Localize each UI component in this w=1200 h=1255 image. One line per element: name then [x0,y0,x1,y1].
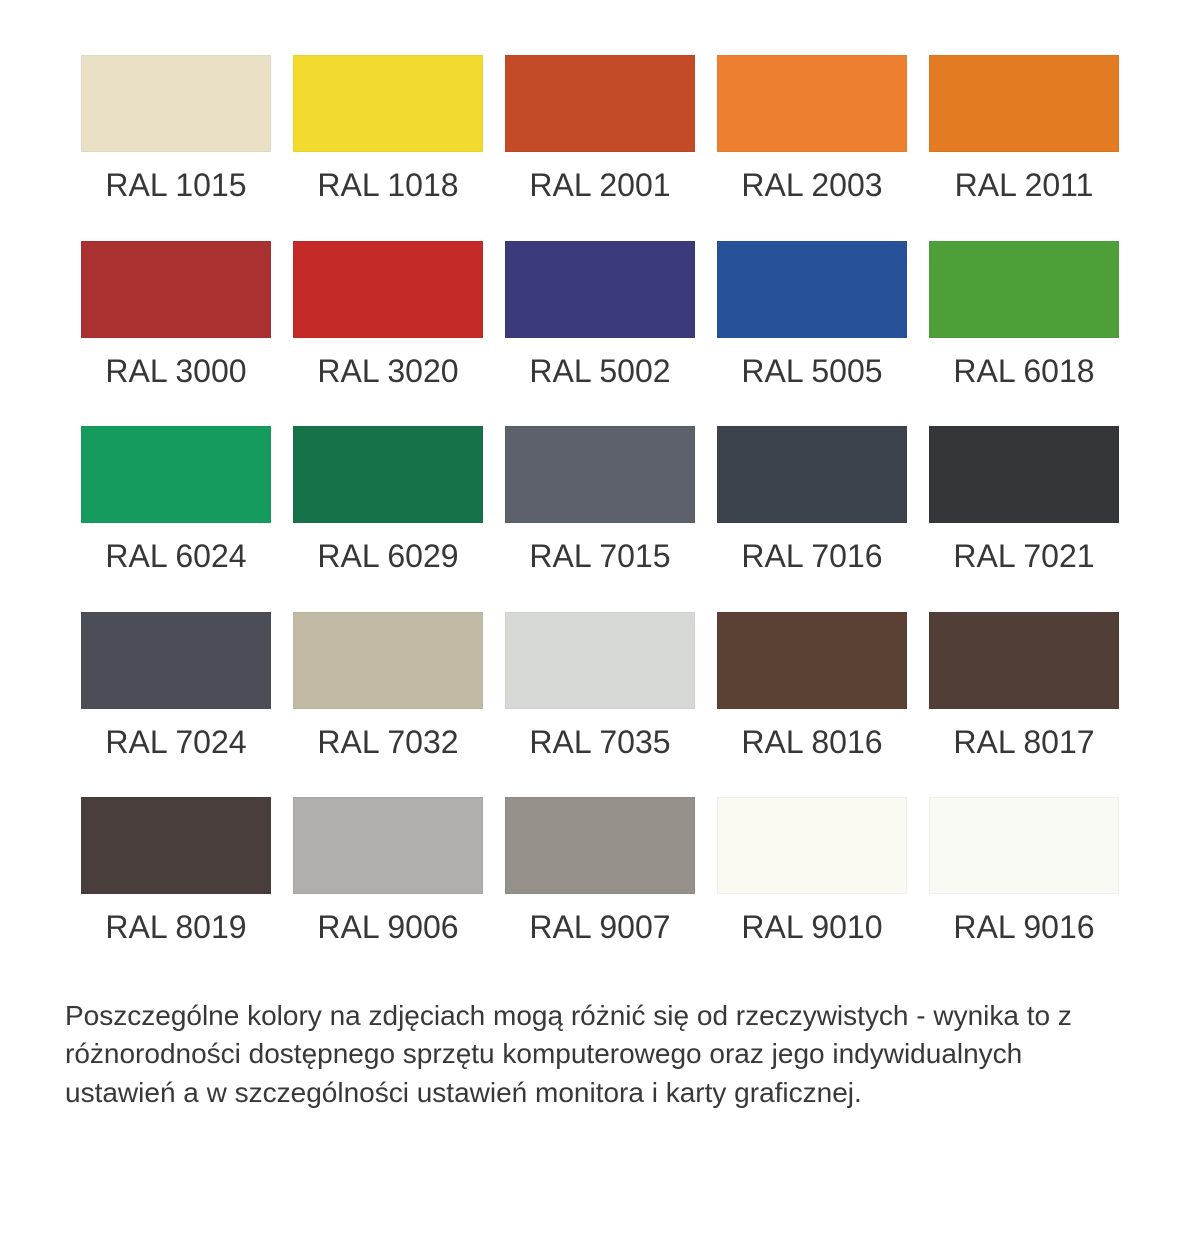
color-swatch [717,55,907,152]
color-code-label: RAL 7024 [105,723,247,760]
color-swatch [929,426,1119,523]
color-swatch-cell [293,55,483,241]
color-swatch [81,426,271,523]
disclaimer-text [65,997,1200,1113]
color-code-label: RAL 3020 [317,352,459,389]
color-swatch-cell [929,426,1119,612]
color-swatch [929,797,1119,894]
color-code-label: RAL 7015 [529,538,671,574]
color-swatch-cell [293,612,483,798]
color-code-label: RAL 9010 [741,909,883,945]
color-swatch-cell [81,797,271,983]
color-code-label: RAL 7032 [317,723,459,760]
color-swatch-cell [81,426,271,612]
color-swatch-cell [717,241,907,427]
color-swatch-cell [81,241,271,427]
color-swatch [293,55,483,152]
color-swatch-cell [505,612,695,798]
color-code-label: RAL 2011 [954,167,1094,203]
color-swatch [929,241,1119,338]
color-swatch [81,55,271,152]
color-swatch [505,55,695,152]
color-swatch-cell [505,797,695,983]
color-swatch-cell [81,612,271,798]
color-palette-grid [81,55,1200,983]
color-code-label: RAL 5005 [741,352,883,389]
color-swatch-cell [929,797,1119,983]
color-swatch-cell [717,797,907,983]
color-code-label: RAL 3000 [105,352,247,389]
ral-color-chart [0,55,1200,1112]
color-code-label: RAL 8019 [105,909,247,945]
color-swatch-cell [505,241,695,427]
color-swatch [505,797,695,894]
color-swatch [81,241,271,338]
color-code-label: RAL 7021 [953,538,1095,574]
color-swatch-cell [717,55,907,241]
color-swatch [293,612,483,709]
color-code-label: RAL 7035 [529,723,671,760]
color-swatch-cell [293,797,483,983]
color-swatch-cell [293,426,483,612]
color-swatch [505,426,695,523]
color-swatch [293,426,483,523]
color-code-label: RAL 8016 [741,723,883,760]
color-code-label: RAL 6018 [953,352,1095,389]
color-swatch [505,612,695,709]
color-code-label: RAL 5002 [529,352,671,389]
color-swatch [81,797,271,894]
color-code-label: RAL 6029 [317,538,459,574]
color-code-label: RAL 7016 [741,538,883,574]
color-swatch [929,612,1119,709]
color-code-label: RAL 1015 [105,167,247,203]
color-swatch-cell [929,612,1119,798]
color-swatch-cell [717,612,907,798]
color-swatch [929,55,1119,152]
disclaimer-line: ustawień a w szczególności ustawień monitora i karty graficznej. [65,1076,862,1108]
color-code-label: RAL 9007 [529,909,671,945]
color-swatch [717,797,907,894]
color-code-label: RAL 2001 [529,167,671,203]
color-swatch [505,241,695,338]
color-swatch [81,612,271,709]
color-code-label: RAL 2003 [741,167,883,203]
color-code-label: RAL 9016 [953,909,1095,945]
color-swatch [717,612,907,709]
color-swatch-cell [929,241,1119,427]
color-code-label: RAL 8017 [953,723,1095,760]
disclaimer-line: różnorodności dostępnego sprzętu komputerowego oraz jego indywidualnych [65,1038,1023,1069]
color-code-label: RAL 6024 [105,538,247,574]
color-swatch-cell [505,55,695,241]
color-swatch [717,241,907,338]
color-swatch-cell [505,426,695,612]
color-swatch [717,426,907,523]
color-swatch [293,241,483,338]
color-swatch-cell [929,55,1119,241]
color-swatch [293,797,483,894]
color-code-label: RAL 1018 [317,167,459,203]
color-swatch-cell [717,426,907,612]
disclaimer-line: Poszczególne kolory na zdjęciach mogą różnić się od rzeczywistych - wynika to z [65,999,1072,1031]
color-code-label: RAL 9006 [317,909,459,945]
color-swatch-cell [293,241,483,427]
color-swatch-cell [81,55,271,241]
